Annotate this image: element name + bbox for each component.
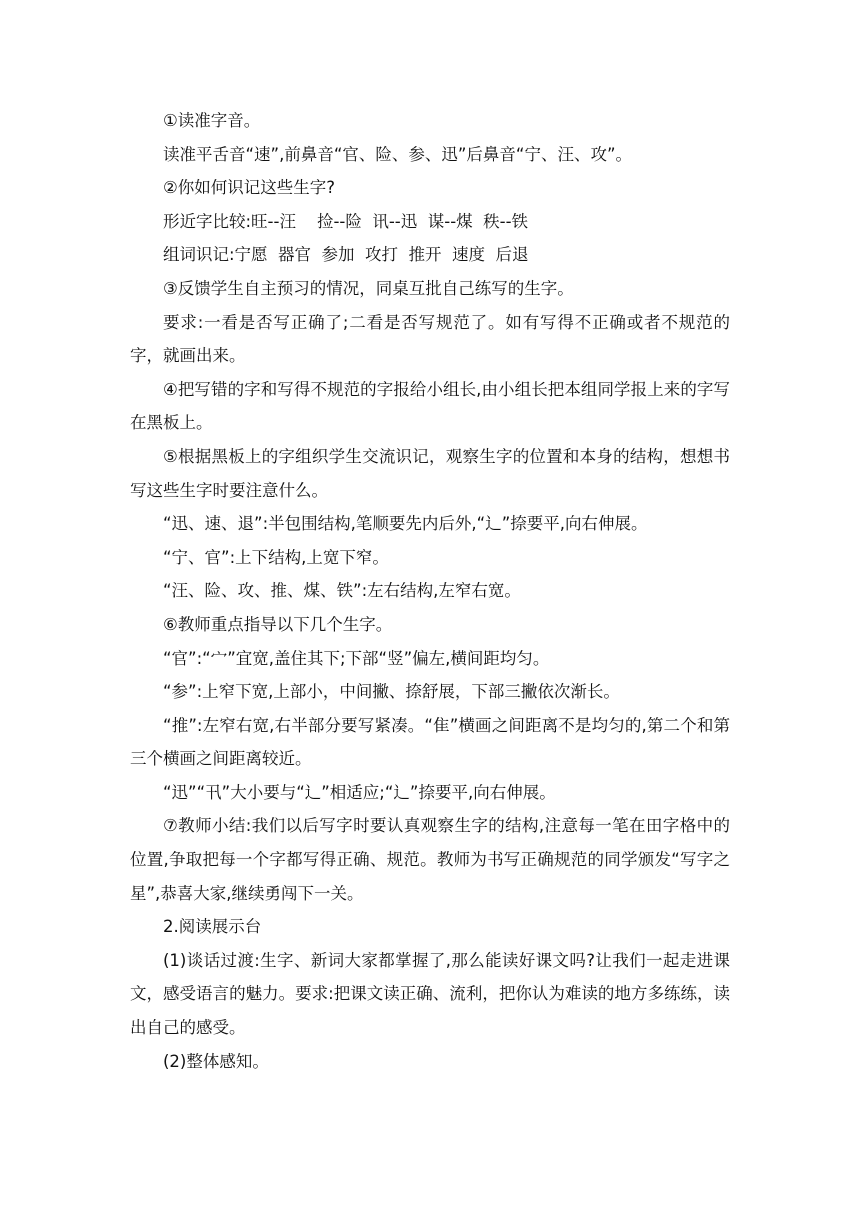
paragraph: “迅”“卂”大小要与“辶”相适应;“辶”捺要平,向右伸展。 <box>163 782 556 802</box>
paragraph: “推”:左窄右宽,右半部分要写紧凑。“隹”横画之间距离不是均匀的,第二个和第三个横画之间距离较近。 <box>130 715 730 769</box>
paragraph: 读准平舌音“速”,前鼻音“官、险、参、迅”后鼻音“宁、汪、攻”。 <box>163 144 633 164</box>
paragraph: ②你如何识记这些生字? <box>163 178 336 198</box>
paragraph: ⑥教师重点指导以下几个生字。 <box>163 614 393 634</box>
paragraph: 组词识记:宁愿 器官 参加 攻打 推开 速度 后退 <box>163 245 529 265</box>
paragraph: ③反馈学生自主预习的情况，同桌互批自己练写的生字。 <box>163 278 574 298</box>
paragraph: 要求:一看是否写正确了;二看是否写规范了。如有写得不正确或者不规范的字，就画出来。 <box>130 312 730 366</box>
paragraph: ⑤根据黑板上的字组织学生交流识记，观察生字的位置和本身的结构，想想书写这些生字时要注意什么。 <box>130 446 730 500</box>
paragraph: “汪、险、攻、推、煤、铁”:左右结构,左窄右宽。 <box>163 581 521 601</box>
paragraph: ①读准字音。 <box>163 111 261 130</box>
paragraph: ⑦教师小结:我们以后写字时要认真观察生字的结构,注意每一笔在田字格中的位置,争取把每一个字都写得正确、规范。教师为书写正确规范的同学颁发“写字之星”,恭喜大家,继续勇闯下一关。 <box>130 816 730 903</box>
paragraph: “官”:“宀”宜宽,盖住其下;下部“竖”偏左,横间距均匀。 <box>163 648 550 668</box>
paragraph: (2)整体感知。 <box>163 1051 269 1071</box>
section-heading: 2.阅读展示台 <box>163 917 262 937</box>
paragraph: “迅、速、退”:半包围结构,笔顺要先内后外,“辶”捺要平,向右伸展。 <box>163 514 648 534</box>
paragraph: (1)谈话过渡:生字、新词大家都掌握了,那么能读好课文吗?让我们一起走进课文，感受语言的魅力。要求:把课文读正确、流利，把你认为难读的地方多练练，读出自己的感受。 <box>130 950 730 1038</box>
document-body <box>130 104 730 1078</box>
paragraph: “宁、官”:上下结构,上宽下窄。 <box>163 547 389 567</box>
paragraph: 形近字比较:旺--汪 捡--险 讯--迅 谋--煤 秩--铁 <box>163 211 529 231</box>
paragraph: “参”:上窄下宽,上部小，中间撇、捺舒展，下部三撇依次渐长。 <box>163 682 620 702</box>
paragraph: ④把写错的字和写得不规范的字报给小组长,由小组长把本组同学报上来的字写在黑板上。 <box>130 379 730 433</box>
